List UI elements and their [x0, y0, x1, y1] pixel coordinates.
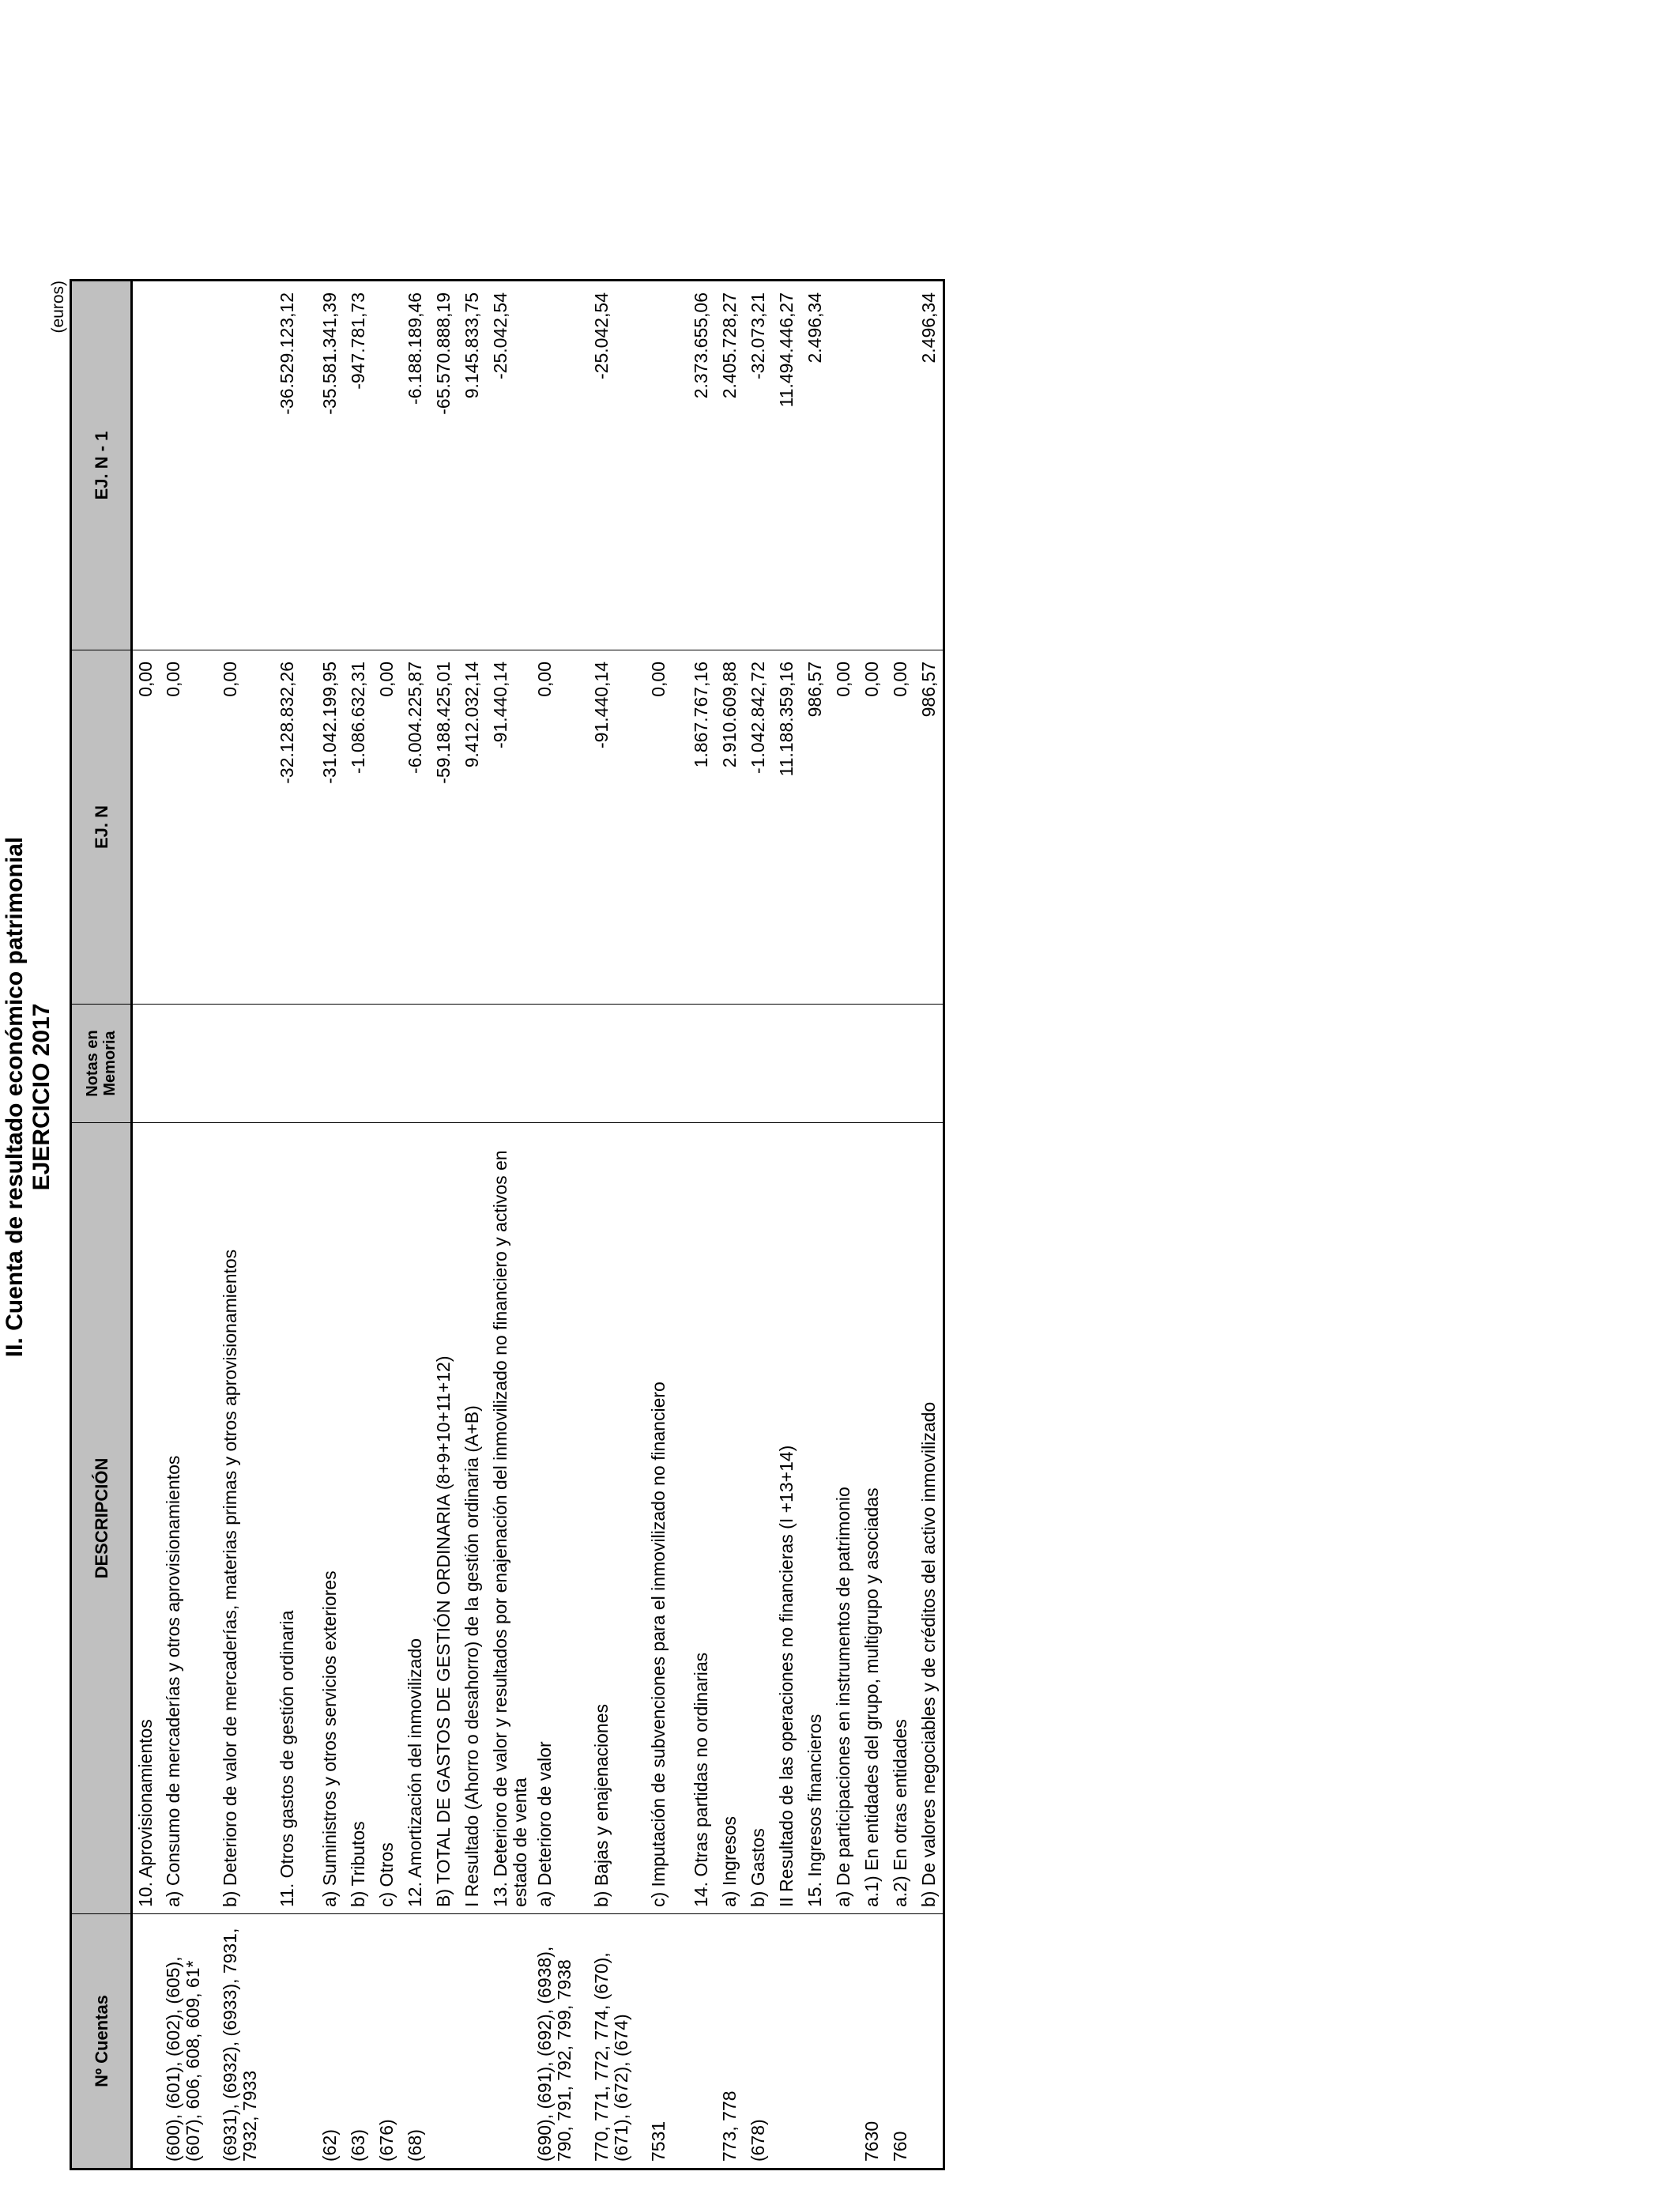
table-row	[831, 281, 859, 2169]
account-cell	[459, 1914, 488, 2169]
ej-n-1-cell	[374, 281, 402, 650]
notes-cell	[374, 1005, 402, 1123]
ej-n-1-cell: -65.570.888,19	[431, 281, 459, 650]
description-cell: b) Bajas y enajenaciones	[589, 1123, 646, 1914]
account-cell: (600), (601), (602), (605), (607), 606, 608, 609, 61*	[160, 1914, 217, 2169]
notes-cell	[402, 1005, 431, 1123]
ej-n-cell: 0,00	[859, 650, 887, 1005]
table-row	[646, 281, 688, 2169]
account-cell: (68)	[402, 1914, 431, 2169]
ej-n-cell: 9.412.032,14	[459, 650, 488, 1005]
table-row	[774, 281, 802, 2169]
ej-n-1-cell: 2.496,34	[802, 281, 831, 650]
account-cell: (678)	[745, 1914, 774, 2169]
table-row	[459, 281, 488, 2169]
ej-n-1-cell: -6.188.189,46	[402, 281, 431, 650]
account-cell: 773, 778	[717, 1914, 745, 2169]
ej-n-cell: 0,00	[132, 650, 160, 1005]
account-cell	[132, 1914, 160, 2169]
account-cell: 7630	[859, 1914, 887, 2169]
account-cell	[688, 1914, 717, 2169]
ej-n-1-cell	[646, 281, 688, 650]
ej-n-1-cell	[132, 281, 160, 650]
ej-n-cell: 986,57	[916, 650, 944, 1005]
account-cell: (690), (691), (692), (6938), 790, 791, 792, 799, 7938	[532, 1914, 589, 2169]
description-cell: I Resultado (Ahorro o desahorro) de la gestión ordinaria (A+B)	[459, 1123, 488, 1914]
ej-n-cell: -6.004.225,87	[402, 650, 431, 1005]
notes-cell	[431, 1005, 459, 1123]
notes-cell	[717, 1005, 745, 1123]
ej-n-1-cell	[887, 281, 916, 650]
table-row	[217, 281, 274, 2169]
ej-n-cell: 0,00	[831, 650, 859, 1005]
header-notas: Notas en Memoria	[71, 1005, 132, 1123]
units-label: (euros)	[49, 281, 67, 334]
table-row	[745, 281, 774, 2169]
notes-cell	[916, 1005, 944, 1123]
description-cell: 11. Otros gastos de gestión ordinaria	[274, 1123, 317, 1914]
ej-n-1-cell: -35.581.341,39	[317, 281, 345, 650]
description-cell: a.1) En entidades del grupo, multigrupo y asociadas	[859, 1123, 887, 1914]
description-cell: 14. Otras partidas no ordinarias	[688, 1123, 717, 1914]
notes-cell	[646, 1005, 688, 1123]
table-row	[589, 281, 646, 2169]
ej-n-cell: 0,00	[160, 650, 217, 1005]
account-cell: (63)	[345, 1914, 374, 2169]
table-row	[374, 281, 402, 2169]
account-cell	[274, 1914, 317, 2169]
account-cell: (6931), (6932), (6933), 7931, 7932, 7933	[217, 1914, 274, 2169]
ej-n-1-cell: -25.042,54	[589, 281, 646, 650]
table-row	[916, 281, 944, 2169]
table-row	[317, 281, 345, 2169]
description-cell: b) Gastos	[745, 1123, 774, 1914]
notes-cell	[459, 1005, 488, 1123]
ej-n-1-cell: -32.073,21	[745, 281, 774, 650]
notes-cell	[160, 1005, 217, 1123]
ej-n-cell: -91.440,14	[488, 650, 532, 1005]
account-cell	[431, 1914, 459, 2169]
ej-n-cell: -1.042.842,72	[745, 650, 774, 1005]
header-descripcion: DESCRIPCIÓN	[71, 1123, 132, 1914]
description-cell: b) Deterioro de valor de mercaderías, materias primas y otros aprovisionamientos	[217, 1123, 274, 1914]
notes-cell	[589, 1005, 646, 1123]
ej-n-cell: 1.867.767,16	[688, 650, 717, 1005]
ej-n-cell: 0,00	[217, 650, 274, 1005]
page-title: II. Cuenta de resultado económico patrimonial	[2, 836, 28, 1358]
description-cell: b) Tributos	[345, 1123, 374, 1914]
header-cuentas: Nº Cuentas	[71, 1914, 132, 2169]
description-cell: c) Otros	[374, 1123, 402, 1914]
account-cell	[831, 1914, 859, 2169]
ej-n-cell: 11.188.359,16	[774, 650, 802, 1005]
header-ej-n: EJ. N	[71, 650, 132, 1005]
ej-n-1-cell: 2.496,34	[916, 281, 944, 650]
ej-n-cell: 2.910.609,88	[717, 650, 745, 1005]
notes-cell	[317, 1005, 345, 1123]
account-cell: 760	[887, 1914, 916, 2169]
table-row	[717, 281, 745, 2169]
notes-cell	[345, 1005, 374, 1123]
table-row	[274, 281, 317, 2169]
account-cell: 770, 771, 772, 774, (670), (671), (672), (674)	[589, 1914, 646, 2169]
ej-n-cell: 0,00	[887, 650, 916, 1005]
ej-n-cell: -32.128.832,26	[274, 650, 317, 1005]
ej-n-cell: -59.188.425,01	[431, 650, 459, 1005]
description-cell: 10. Aprovisionamientos	[132, 1123, 160, 1914]
notes-cell	[688, 1005, 717, 1123]
ej-n-cell: -91.440,14	[589, 650, 646, 1005]
ej-n-cell: -31.042.199,95	[317, 650, 345, 1005]
table-row	[887, 281, 916, 2169]
description-cell: 15. Ingresos financieros	[802, 1123, 831, 1914]
ej-n-1-cell: 2.373.655,06	[688, 281, 717, 650]
notes-cell	[488, 1005, 532, 1123]
description-cell: c) Imputación de subvenciones para el inmovilizado no financiero	[646, 1123, 688, 1914]
results-table	[70, 279, 945, 2170]
table-row	[431, 281, 459, 2169]
ej-n-cell: 0,00	[532, 650, 589, 1005]
notes-cell	[745, 1005, 774, 1123]
description-cell: II Resultado de las operaciones no financieras (I +13+14)	[774, 1123, 802, 1914]
account-cell: (62)	[317, 1914, 345, 2169]
ej-n-1-cell: -36.529.123,12	[274, 281, 317, 650]
ej-n-1-cell	[217, 281, 274, 650]
account-cell: (676)	[374, 1914, 402, 2169]
ej-n-1-cell: 11.494.446,27	[774, 281, 802, 650]
account-cell	[916, 1914, 944, 2169]
notes-cell	[217, 1005, 274, 1123]
notes-cell	[859, 1005, 887, 1123]
notes-cell	[831, 1005, 859, 1123]
description-cell: B) TOTAL DE GASTOS DE GESTIÓN ORDINARIA (8+9+10+11+12)	[431, 1123, 459, 1914]
table-row	[802, 281, 831, 2169]
description-cell: a) Suministros y otros servicios exteriores	[317, 1123, 345, 1914]
account-cell: 7531	[646, 1914, 688, 2169]
header-row	[71, 281, 132, 2169]
ej-n-cell: 986,57	[802, 650, 831, 1005]
ej-n-1-cell: 2.405.728,27	[717, 281, 745, 650]
notes-cell	[887, 1005, 916, 1123]
description-cell: 13. Deterioro de valor y resultados por enajenación del inmovilizado no financiero y activos en estado de venta	[488, 1123, 532, 1914]
ej-n-cell: 0,00	[646, 650, 688, 1005]
header-ej-n-1: EJ. N - 1	[71, 281, 132, 650]
table-row	[532, 281, 589, 2169]
description-cell: b) De valores negociables y de créditos del activo inmovilizado	[916, 1123, 944, 1914]
description-cell: a) De participaciones en instrumentos de patrimonio	[831, 1123, 859, 1914]
ej-n-1-cell: 9.145.833,75	[459, 281, 488, 650]
ej-n-1-cell	[160, 281, 217, 650]
table-row	[488, 281, 532, 2169]
ej-n-cell: 0,00	[374, 650, 402, 1005]
table-row	[345, 281, 374, 2169]
description-cell: a) Consumo de mercaderías y otros aprovisionamientos	[160, 1123, 217, 1914]
table-row	[160, 281, 217, 2169]
description-cell: a) Ingresos	[717, 1123, 745, 1914]
ej-n-1-cell	[831, 281, 859, 650]
table-row	[688, 281, 717, 2169]
account-cell	[802, 1914, 831, 2169]
ej-n-1-cell	[859, 281, 887, 650]
account-cell	[488, 1914, 532, 2169]
notes-cell	[774, 1005, 802, 1123]
table-row	[859, 281, 887, 2169]
ej-n-1-cell: -25.042,54	[488, 281, 532, 650]
description-cell: 12. Amortización del inmovilizado	[402, 1123, 431, 1914]
table-row	[132, 281, 160, 2169]
notes-cell	[132, 1005, 160, 1123]
page-subtitle: EJERCICIO 2017	[28, 1003, 55, 1191]
description-cell: a) Deterioro de valor	[532, 1123, 589, 1914]
notes-cell	[802, 1005, 831, 1123]
ej-n-1-cell	[532, 281, 589, 650]
table-row	[402, 281, 431, 2169]
notes-cell	[274, 1005, 317, 1123]
ej-n-1-cell: -947.781,73	[345, 281, 374, 650]
notes-cell	[532, 1005, 589, 1123]
account-cell	[774, 1914, 802, 2169]
ej-n-cell: -1.086.632,31	[345, 650, 374, 1005]
description-cell: a.2) En otras entidades	[887, 1123, 916, 1914]
